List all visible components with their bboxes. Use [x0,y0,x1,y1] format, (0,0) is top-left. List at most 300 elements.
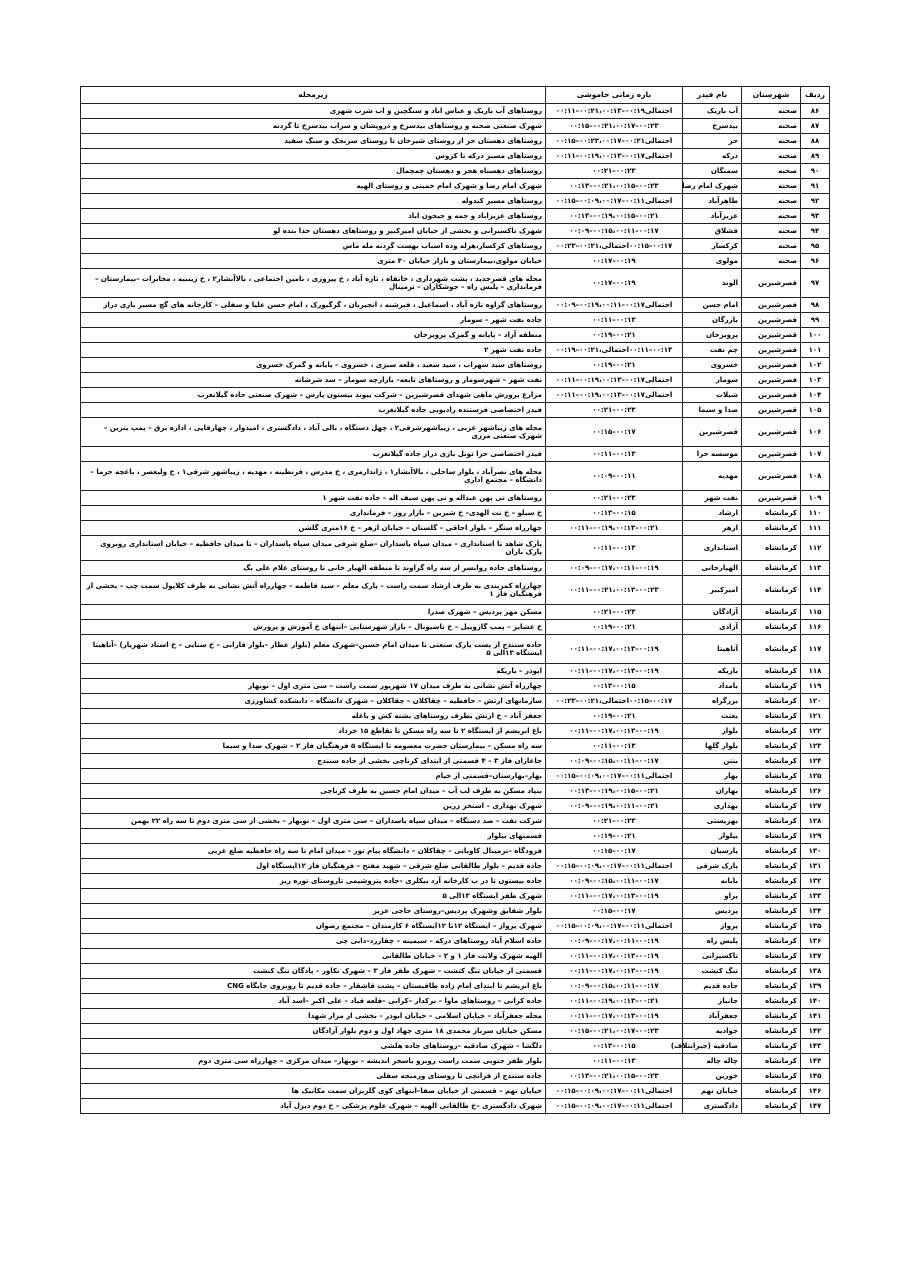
row-sub-area: روستاهای سید سهراب ، سید سعید ، قلعه سبزی ، خسروی – پایانه و گمرک خسروی [81,358,546,373]
table-row [81,313,830,328]
table-row [81,799,830,814]
row-time-range: احتمالی۰۰:۱۱–۰۰:۰۹،۰۰:۱۷–۰۰:۱۵ [546,919,683,934]
row-sub-area: پارک شاهد تا استانداری – میدان سپاه پاسداران –ضلع شرقی میدان سپاه پاسداران – تا میدان حافظیه – خیابان استانداری روبروی پارک باران [81,536,546,561]
table-row [81,739,830,754]
row-sub-area: روستاهای عزیزاباد و جمه و جیحون اباد [81,209,546,224]
row-city: قصرشیرین [742,358,801,373]
table-row [81,328,830,343]
table-row [81,521,830,536]
row-number: ۱۳۳ [801,889,830,904]
row-number: ۱۰۱ [801,343,830,358]
row-feeder: نفت شهر [683,491,742,506]
row-number: ۱۳۷ [801,949,830,964]
row-time-range: ۰۰:۱۵–۰۰:۱۳ [546,679,683,694]
row-time-range: ۰۰:۲۱–۰۰:۱۹،۰۰:۱۱–۰۰:۰۹ [546,799,683,814]
table-row [81,814,830,829]
row-time-range: ۰۰:۱۵–۰۰:۱۳ [546,506,683,521]
row-number: ۱۰۰ [801,328,830,343]
row-number: ۱۲۵ [801,769,830,784]
row-feeder: بیدسرخ [683,119,742,134]
row-number: ۱۰۵ [801,403,830,418]
row-city: صحنه [742,224,801,239]
row-number: ۱۴۲ [801,1024,830,1039]
row-sub-area: جاده سنندج از پست پارک صنعتی تا میدان امام حسین–شهرک معلم (بلوار عطار –بلوار قارابی – خ سنایی – خ استاد شهریار) –آناهیتا ایستگاه ۱۳الی ۵ [81,635,546,664]
table-header-row [81,87,830,104]
row-number: ۱۴۱ [801,1009,830,1024]
row-time-range: ۰۰:۲۳–۰۰:۲۱ [546,814,683,829]
row-feeder: پرواز [683,919,742,934]
table-row [81,844,830,859]
row-sub-area: شهرک تاکسیرانی و بخشی از خیابان امیرکبیر و روستاهای دهستان خدا بنده لو [81,224,546,239]
row-time-range: ۰۰:۱۷–۰۰:۱۵،۰۰:۱۱–۰۰:۰۹ [546,979,683,994]
row-feeder: بهداری [683,799,742,814]
row-sub-area: شهرک امام رضا و شهرک امام خمینی و روستای الهیه [81,179,546,194]
row-time-range: ۰۰:۱۳–۰۰:۱۱ [546,313,683,328]
row-sub-area: محله های قصرجدید ، پشت شهرداری ، خانقاه ، تازه آباد ، خ پیروزی ، تامین اجتماعی ، بالاآبشار۲ ، خ زینبیه ، مخابرات –بیمارستان – فرمانداری – پلیس راه – جوشکاران – ترمینال [81,269,546,298]
table-row [81,104,830,119]
table-row [81,679,830,694]
row-sub-area: فیدر اختصاصی فرستنده رادیویی جاده گیلانغرب [81,403,546,418]
table-row [81,904,830,919]
table-row [81,754,830,769]
row-number: ۸۷ [801,119,830,134]
row-number: ۱۱۲ [801,536,830,561]
table-row [81,561,830,576]
row-feeder: شهرک امام رضا [683,179,742,194]
row-sub-area: روستاهای کرکسار،هرله وده اسباب بهست گردنه مله ماس [81,239,546,254]
row-time-range: ۰۰:۲۱–۰۰:۱۹ [546,829,683,844]
row-sub-area: سه راه مسکن – بیمارستان حضرت معصومه تا ایستگاه ۵ فرهنگیان فاز ۲ – شهرک صدا و سیما [81,739,546,754]
row-city: کرمانشاه [742,979,801,994]
row-number: ۱۴۰ [801,994,830,1009]
table-row [81,224,830,239]
row-number: ۱۳۸ [801,964,830,979]
row-number: ۱۰۸ [801,462,830,491]
row-city: قصرشیرین [742,388,801,403]
row-city: صحنه [742,134,801,149]
row-feeder: بلوار گلها [683,739,742,754]
table-row [81,620,830,635]
header-city: شهرستان [742,87,801,104]
row-number: ۹۵ [801,239,830,254]
row-city: صحنه [742,179,801,194]
row-sub-area: نفت شهر – شهرسومار و روستاهای تابعه– بازارچه سومار – سد شرشاته [81,373,546,388]
row-time-range: احتمالی۰۰:۱۱–۰۰:۰۹،۰۰:۱۷–۰۰:۱۵ [546,1084,683,1099]
row-number: ۱۳۶ [801,934,830,949]
row-number: ۹۲ [801,194,830,209]
row-sub-area: فیدر اختصاصی حرا تونل بازی دراز جاده گیلانغرب [81,447,546,462]
row-feeder: باریکه [683,664,742,679]
row-time-range: احتمالی۰۰:۱۷–۰۰:۱۹،۰۰:۱۳–۰۰:۱۱ [546,388,683,403]
row-feeder: الوند [683,269,742,298]
row-sub-area: چهارراه ستگر – بلوار اجاقی – گلستان – خیابان ازهر – خ ۱۶متری گلشن [81,521,546,536]
row-time-range: ۰۰:۲۱–۰۰:۱۹،۰۰:۱۵–۰۰:۱۳ [546,784,683,799]
row-number: ۱۲۲ [801,724,830,739]
row-feeder: سمنگان [683,164,742,179]
row-feeder: بلوار [683,724,742,739]
row-sub-area: جاده نفت شهر – سومار [81,313,546,328]
row-city: قصرشیرین [742,447,801,462]
row-number: ۱۰۲ [801,358,830,373]
row-feeder: ازهر [683,521,742,536]
row-number: ۱۲۹ [801,829,830,844]
table-row [81,373,830,388]
row-time-range: احتمالی۰۰:۱۱–۰۰:۰۹،۰۰:۱۷–۰۰:۱۵ [546,769,683,784]
row-time-range: ۰۰:۱۳–۰۰:۱۱ [546,1054,683,1069]
outage-table [80,86,830,1114]
row-feeder: آب باریک [683,104,742,119]
row-time-range: ۰۰:۱۹–۰۰:۱۷،۰۰:۱۳–۰۰:۱۱ [546,889,683,904]
row-city: قصرشیرین [742,298,801,313]
row-time-range: ۰۰:۱۷–۰۰:۱۵ [546,418,683,447]
row-feeder: قصرشیرین [683,418,742,447]
table-row [81,1069,830,1084]
row-city: کرمانشاه [742,919,801,934]
row-number: ۹۶ [801,254,830,269]
row-sub-area: سازمانهای ارتش – حافظیه – چقاکلان – چقاکلان – شهرک دانشگاه – دانشکده کشاورزی [81,694,546,709]
table-row [81,979,830,994]
row-time-range: ۰۰:۱۹–۰۰:۱۷،۰۰:۱۳–۰۰:۱۱ [546,1009,683,1024]
row-sub-area: خیابان نهم – قسمتی از خیابان صفا–انتهای کوی گلریزان سمت مکانیک ها [81,1084,546,1099]
row-feeder: درکه [683,149,742,164]
row-sub-area: چهارراه آتش نشانی به طرف میدان ۱۷ شهریور سمت راست – سی متری اول – نوبهار [81,679,546,694]
row-city: قصرشیرین [742,328,801,343]
row-time-range: ۰۰:۱۷–۰۰:۱۵ [546,844,683,859]
row-number: ۱۱۸ [801,664,830,679]
row-feeder: بهار [683,769,742,784]
row-city: کرمانشاه [742,1069,801,1084]
table-row [81,388,830,403]
row-feeder: خورین [683,1069,742,1084]
row-time-range: احتمالی۰۰:۱۱–۰۰:۰۹،۰۰:۱۷–۰۰:۱۵ [546,1099,683,1114]
row-feeder: کرکسار [683,239,742,254]
row-city: کرمانشاه [742,605,801,620]
table-row [81,1024,830,1039]
row-number: ۱۴۳ [801,1039,830,1054]
table-row [81,462,830,491]
row-sub-area: قسمتی از خیابان تنگ کنشت – شهرک ظفر فاز ۳ – شهرک نکاور – پادگان تنگ کنشت [81,964,546,979]
row-feeder: پردیس [683,904,742,919]
row-time-range: ۰۰:۲۳–۰۰:۲۱،۰۰:۱۳–۰۰:۱۱ [546,576,683,605]
table-row [81,859,830,874]
table-row [81,919,830,934]
row-sub-area: جاده قدیم – بلوار طالقانی ضلع شرقی – شهید مفتح – فرهنگیان فاز ۱۲ایستگاه اول [81,859,546,874]
row-city: قصرشیرین [742,343,801,358]
row-number: ۱۴۵ [801,1069,830,1084]
row-time-range: ۰۰:۱۹–۰۰:۱۷،۰۰:۱۳–۰۰:۱۱ [546,664,683,679]
row-time-range: ۰۰:۱۹–۰۰:۱۷،۰۰:۱۳–۰۰:۱۱ [546,949,683,964]
row-feeder: بابانه [683,874,742,889]
row-sub-area: شرکت نفت – صد دستگاه – میدان سپاه پاسداران – سی متری اول – نوبهار – بخشی از سی متری دوم تا سه راه ۲۲ بهمن [81,814,546,829]
row-time-range: ۰۰:۲۱–۰۰:۱۹،۰۰:۱۵–۰۰:۱۳ [546,209,683,224]
row-number: ۹۴ [801,224,830,239]
row-sub-area: محله های نصرآباد ، بلوار ساحلی ، بالاآبشار۱ ، ژاندارمری ، خ مدرس ، قرنطینه ، مهدیه ، زیباشهر شرقی۱ ، خ ولیعصر ، باغچه خرما – دانشگاه – مجتمع اداری [81,462,546,491]
row-time-range: احتمالی۰۰:۱۱–۰۰:۰۹،۰۰:۱۷–۰۰:۱۵ [546,859,683,874]
row-feeder: جاده قدیم [683,979,742,994]
row-number: ۱۱۶ [801,620,830,635]
row-sub-area: بلوار ظفر جنوبی سمت راست روبرو باسخر اندیشه – نوبهار– میدان مرکزی – چهارراه سی متری دوم [81,1054,546,1069]
table-row [81,694,830,709]
row-sub-area: خ عشایر – پمپ گازوییل – خ تاسیونال – بازار شهرستانی –انتهای خ آموزش و پرورش [81,620,546,635]
row-number: ۱۲۷ [801,799,830,814]
row-city: کرمانشاه [742,1024,801,1039]
row-number: ۱۰۴ [801,388,830,403]
row-number: ۱۱۱ [801,521,830,536]
row-number: ۸۸ [801,134,830,149]
row-number: ۹۰ [801,164,830,179]
row-city: قصرشیرین [742,462,801,491]
row-feeder: جوادیه [683,1024,742,1039]
row-feeder: استانداری [683,536,742,561]
row-feeder: پلیس راه [683,934,742,949]
row-city: کرمانشاه [742,679,801,694]
table-row [81,164,830,179]
row-feeder: سومار [683,373,742,388]
row-number: ۱۴۶ [801,1084,830,1099]
row-time-range: ۰۰:۱۹–۰۰:۱۷،۰۰:۱۳–۰۰:۱۱ [546,724,683,739]
table-row [81,418,830,447]
row-city: قصرشیرین [742,313,801,328]
table-row [81,358,830,373]
row-city: کرمانشاه [742,1039,801,1054]
row-feeder: عزیزآباد [683,209,742,224]
row-city: کرمانشاه [742,709,801,724]
row-time-range: ۰۰:۲۳–۰۰:۲۱،۰۰:۱۷–۰۰:۱۵ [546,119,683,134]
row-sub-area: باغ ابریشم از ایستگاه ۲ تا سه راه مسکن تا تقاطع ۱۵ خرداد [81,724,546,739]
row-city: کرمانشاه [742,724,801,739]
row-time-range: ۰۰:۲۱–۰۰:۱۹ [546,328,683,343]
row-city: کرمانشاه [742,694,801,709]
row-number: ۱۲۳ [801,739,830,754]
table-row [81,1099,830,1114]
outage-schedule-sheet [80,86,830,1202]
row-feeder: پرویزخان [683,328,742,343]
row-sub-area: مسکن مهر پردیس – شهرک صدرا [81,605,546,620]
row-city: کرمانشاه [742,1009,801,1024]
row-feeder: بهزیستی [683,814,742,829]
row-sub-area: محله های زیباشهر غربی ، زیباشهرشرقی۲ ، چهل دستگاه ، بالی آباد ، دادگستری ، امیدوار ، چهارقاپی ، اداره برق – پمپ بنزین – شهرک صنعتی مرزی [81,418,546,447]
row-feeder: مهدیه [683,462,742,491]
row-time-range: ۰۰:۲۱–۰۰:۱۹،۰۰:۱۳–۰۰:۱۱ [546,521,683,536]
row-sub-area: ابوذر – باریکه [81,664,546,679]
table-row [81,1039,830,1054]
row-feeder: آزادگان [683,605,742,620]
row-time-range: ۰۰:۲۳–۰۰:۲۱ [546,403,683,418]
row-feeder: خسروی [683,358,742,373]
row-city: قصرشیرین [742,269,801,298]
row-number: ۹۹ [801,313,830,328]
row-number: ۱۳۴ [801,904,830,919]
row-time-range: ۰۰:۲۱–۰۰:۱۹ [546,709,683,724]
row-sub-area: روستاهای دهستان حر از روستای شیرخان تا روستای سرنجک و سنگ سفید [81,134,546,149]
row-sub-area: جاغازان فاز ۳ – ۴ قسمتی از ابتدای کرناچی بخشی از جاده سنندج [81,754,546,769]
row-sub-area: شهرک دادگستری –خ طالقانی الهیه – شهرک علوم پزشکی – خ دوم دیزل آباد [81,1099,546,1114]
row-city: کرمانشاه [742,859,801,874]
row-feeder: حر [683,134,742,149]
row-city: قصرشیرین [742,373,801,388]
row-city: صحنه [742,239,801,254]
row-feeder: موسسه حرا [683,447,742,462]
row-time-range: ۰۰:۱۷–۰۰:۱۵احتمالی،۰۰:۲۱–۰۰:۲۳ [546,694,683,709]
row-city: کرمانشاه [742,964,801,979]
row-number: ۸۶ [801,104,830,119]
row-city: کرمانشاه [742,799,801,814]
row-time-range: ۰۰:۱۷–۰۰:۱۵ [546,904,683,919]
row-number: ۱۰۳ [801,373,830,388]
row-city: کرمانشاه [742,1054,801,1069]
row-feeder: الهیارخانی [683,561,742,576]
row-time-range: ۰۰:۱۹–۰۰:۱۷،۰۰:۱۳–۰۰:۱۱ [546,964,683,979]
table-row [81,784,830,799]
row-time-range: ۰۰:۱۳–۰۰:۱۱احتمالی،۰۰:۲۱–۰۰:۱۹ [546,343,683,358]
row-feeder: بامداد [683,679,742,694]
row-sub-area: باغ ابریشم تا ابتدای امام زاده طاقبستان – پشت قاشقار – جاده قدیم تا روبروی جایگاه CNG [81,979,546,994]
row-sub-area: جاده اسلام آباد روستاهای درکه – سیمینه – چقازرد–دابی چی [81,934,546,949]
row-time-range: ۰۰:۲۱–۰۰:۱۹،۰۰:۱۳–۰۰:۱۱ [546,994,683,1009]
row-sub-area: روستاهای جاده روانسر از سه راه گراوند تا منطقه الهیار خانی تا روستای غلام علی بگ [81,561,546,576]
table-row [81,1009,830,1024]
table-row [81,254,830,269]
row-feeder: صادقیه (جبرانتلاف) [683,1039,742,1054]
table-row [81,949,830,964]
table-row [81,298,830,313]
row-feeder: جعفرآباد [683,1009,742,1024]
row-city: کرمانشاه [742,561,801,576]
table-row [81,403,830,418]
row-sub-area: بهار–بهارستان–قسمتی از خیام [81,769,546,784]
row-time-range: ۰۰:۱۷–۰۰:۱۵،۰۰:۱۱–۰۰:۰۹ [546,224,683,239]
row-feeder: شیلات [683,388,742,403]
row-city: صحنه [742,104,801,119]
row-sub-area: شهرک پرواز – ایستگاه ۱۲تا ۱۲ایستگاه ۶ کارمندان – مجتمع رضوان [81,919,546,934]
row-sub-area: چهارراه کمربندی به طرف ارشاد سمت راست – پارک معلم – سید فاطمه – چهارراه آتش نشانی به طرف کلاپول سمت چپ – بخشی از فرهنگیان فاز ۱ [81,576,546,605]
row-city: کرمانشاه [742,934,801,949]
row-time-range: ۰۰:۱۹–۰۰:۱۷،۰۰:۱۱–۰۰:۰۹ [546,934,683,949]
row-city: کرمانشاه [742,506,801,521]
table-row [81,149,830,164]
row-city: کرمانشاه [742,784,801,799]
table-row [81,209,830,224]
row-time-range: ۰۰:۱۹–۰۰:۱۷،۰۰:۱۱–۰۰:۰۹ [546,561,683,576]
row-feeder: پارک شرقی [683,859,742,874]
row-city: کرمانشاه [742,769,801,784]
row-time-range: ۰۰:۱۷–۰۰:۱۵،۰۰:۱۱–۰۰:۰۹ [546,874,683,889]
table-row [81,889,830,904]
row-feeder: آزادی [683,620,742,635]
row-time-range: ۰۰:۲۳–۰۰:۲۱،۰۰:۱۵–۰۰:۱۳ [546,1069,683,1084]
row-sub-area: روستاهای گراوه تازه آباد ، اسماعیل ، قبرشنه ، انجیریان ، گرگیورک ، امام حسن علیا و سفلی – کارخانه های گچ مسیر بازی دراز [81,298,546,313]
row-city: کرمانشاه [742,635,801,664]
row-number: ۱۳۵ [801,919,830,934]
row-sub-area: منطقه آزاد – پایانه و گمرک پرویزخان [81,328,546,343]
row-feeder: بازرگان [683,313,742,328]
row-feeder: چم نفت [683,343,742,358]
row-number: ۱۰۷ [801,447,830,462]
header-radif: ردیف [801,87,830,104]
row-city: صحنه [742,194,801,209]
row-number: ۱۲۴ [801,754,830,769]
row-sub-area: شهرک ظفر ایستگاه ۱۳الی ۵ [81,889,546,904]
row-feeder: بزرگراه [683,694,742,709]
row-number: ۱۱۰ [801,506,830,521]
row-sub-area: خ سیلو – خ نت الهدی– خ شیرین – بازار روز – فرمانداری [81,506,546,521]
row-number: ۱۴۷ [801,1099,830,1114]
row-time-range: احتمالی۰۰:۱۷–۰۰:۱۹،۰۰:۱۱–۰۰:۰۹ [546,298,683,313]
row-time-range: ۰۰:۲۱–۰۰:۱۹ [546,620,683,635]
row-feeder: بهاران [683,784,742,799]
row-number: ۱۱۹ [801,679,830,694]
row-number: ۱۱۵ [801,605,830,620]
table-row [81,343,830,358]
row-number: ۹۱ [801,179,830,194]
row-time-range: ۰۰:۱۹–۰۰:۱۷ [546,254,683,269]
row-time-range: ۰۰:۲۳–۰۰:۲۱ [546,164,683,179]
row-city: کرمانشاه [742,664,801,679]
row-city: کرمانشاه [742,829,801,844]
row-number: ۱۴۴ [801,1054,830,1069]
row-time-range: ۰۰:۱۹–۰۰:۱۷ [546,269,683,298]
row-sub-area: روستاهای دهستاه هجر و دهستان چمچمال [81,164,546,179]
row-number: ۹۷ [801,269,830,298]
row-city: کرمانشاه [742,949,801,964]
table-row [81,994,830,1009]
row-city: کرمانشاه [742,521,801,536]
row-number: ۱۲۰ [801,694,830,709]
row-number: ۱۰۹ [801,491,830,506]
row-sub-area: محله جعفرآباد – خیابان اسلامی – خیابان ابوذر – بخشی از مزار شهدا [81,1009,546,1024]
row-feeder: بنتن [683,754,742,769]
row-sub-area: قسمتهای بیلوار [81,829,546,844]
row-city: کرمانشاه [742,994,801,1009]
row-feeder: آتاهیتا [683,635,742,664]
row-feeder: بعثت [683,709,742,724]
row-sub-area: جعفر آباد – خ ارتش بطرف روستاهای بشته کش و باغله [81,709,546,724]
row-feeder: بیلوار [683,829,742,844]
row-city: صحنه [742,149,801,164]
table-row [81,536,830,561]
row-time-range: ۰۰:۲۳–۰۰:۲۱،۰۰:۱۷–۰۰:۱۵ [546,1024,683,1039]
row-city: کرمانشاه [742,889,801,904]
table-row [81,664,830,679]
row-feeder: جانباز [683,994,742,1009]
row-city: کرمانشاه [742,814,801,829]
row-time-range: احتمالی۰۰:۱۹–۰۰:۲۱،۰۰:۱۳–۰۰:۱۱ [546,104,683,119]
table-row [81,506,830,521]
row-sub-area: مسکن خیابان سرباز محمدی ۱۸ متری جهاد اول و دوم بلوار آزادگان [81,1024,546,1039]
header-feeder: نام فیدر [683,87,742,104]
row-city: کرمانشاه [742,1099,801,1114]
table-row [81,447,830,462]
table-row [81,119,830,134]
row-time-range: ۰۰:۲۳–۰۰:۲۱،۰۰:۱۵–۰۰:۱۳ [546,179,683,194]
row-sub-area: روستاهای نی پهن عبداله و نی پهن سیف اله – جاده نفت شهر ۱ [81,491,546,506]
row-time-range: ۰۰:۱۵–۰۰:۱۳ [546,1039,683,1054]
row-sub-area: بنیاد مسکن به طرف لب آب – میدان امام حسین به طرف کرناچی [81,784,546,799]
table-row [81,874,830,889]
row-time-range: احتمالی۰۰:۱۷–۰۰:۱۹،۰۰:۱۳–۰۰:۱۱ [546,373,683,388]
row-sub-area: شهرک بهداری – استخر زرین [81,799,546,814]
row-number: ۱۲۶ [801,784,830,799]
table-row [81,179,830,194]
row-city: کرمانشاه [742,576,801,605]
row-time-range: احتمالی۰۰:۱۷–۰۰:۱۹،۰۰:۱۳–۰۰:۱۱ [546,149,683,164]
row-city: قصرشیرین [742,491,801,506]
row-feeder: تنگ کنشت [683,964,742,979]
row-sub-area: خیابان مولوی،بیمارستان و بازار خیابان ۴۰ متری [81,254,546,269]
row-sub-area: الهیه شهرک ولایت فاز ۱ و ۲ – خیابان طالقانی [81,949,546,964]
row-number: ۹۳ [801,209,830,224]
row-time-range: ۰۰:۱۳–۰۰:۱۱ [546,739,683,754]
